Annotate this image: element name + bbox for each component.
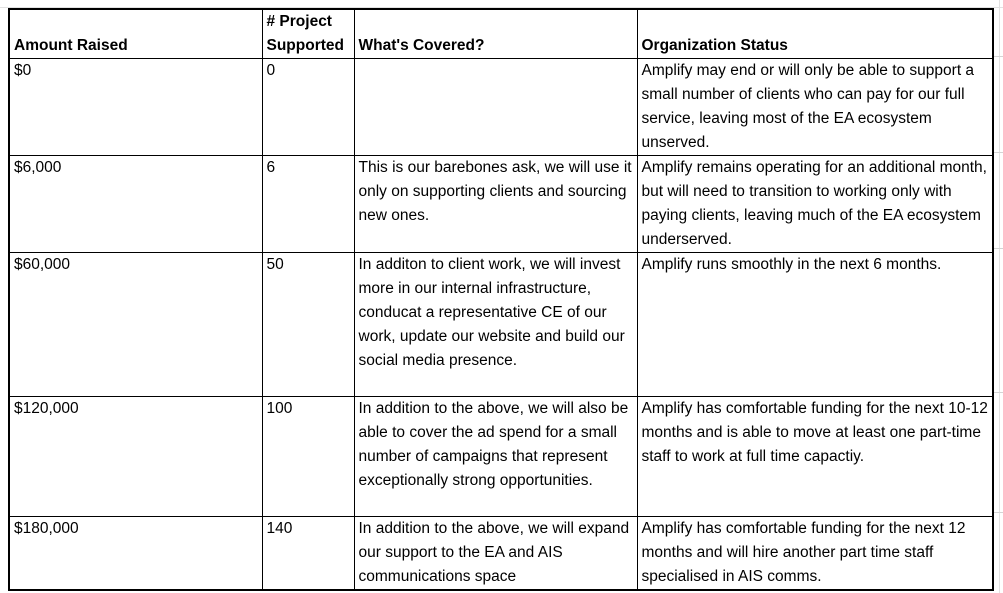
amount-cell[interactable]: $6,000 [9, 156, 262, 253]
funding-table [8, 8, 994, 591]
table-row [9, 156, 993, 253]
projects-cell[interactable]: 100 [262, 397, 354, 517]
projects-cell[interactable]: 50 [262, 253, 354, 397]
header-covered-label: What's Covered? [358, 37, 485, 54]
projects-cell[interactable]: 140 [262, 517, 354, 591]
header-covered-cell[interactable] [354, 9, 637, 59]
header-amount-label: Amount Raised [14, 37, 128, 54]
table-row [9, 253, 993, 397]
covered-cell[interactable] [354, 59, 637, 156]
projects-cell[interactable]: 0 [262, 59, 354, 156]
table-row [9, 517, 993, 591]
header-amount-cell[interactable] [9, 9, 262, 59]
table-row [9, 397, 993, 517]
header-projects-cell[interactable] [262, 9, 354, 59]
gridline [999, 0, 1000, 593]
header-row [9, 9, 993, 59]
amount-cell[interactable]: $0 [9, 59, 262, 156]
table-row [9, 59, 993, 156]
header-projects-label-line2: Supported [266, 37, 344, 54]
header-status-cell[interactable] [637, 9, 993, 59]
header-projects-label-line1: # Project [266, 13, 332, 30]
header-status-label: Organization Status [641, 37, 788, 54]
amount-cell[interactable]: $60,000 [9, 253, 262, 397]
covered-cell[interactable]: In addition to the above, we will expand our support to the EA and AIS communications space [354, 517, 637, 591]
covered-cell[interactable]: In additon to client work, we will invest more in our internal infrastructure, conducat a representative CE of our work, update our website and build our social media presence. [354, 253, 637, 397]
amount-cell[interactable]: $180,000 [9, 517, 262, 591]
status-cell[interactable]: Amplify has comfortable funding for the next 10-12 months and is able to move at least one part-time staff to work at full time capactiy. [637, 397, 993, 517]
amount-cell[interactable]: $120,000 [9, 397, 262, 517]
covered-cell[interactable]: In addition to the above, we will also be able to cover the ad spend for a small number of campaigns that represent exceptionally strong opportunities. [354, 397, 637, 517]
status-cell[interactable]: Amplify has comfortable funding for the next 12 months and will hire another part time staff specialised in AIS comms. [637, 517, 993, 591]
status-cell[interactable]: Amplify may end or will only be able to support a small number of clients who can pay for our full service, leaving most of the EA ecosystem unserved. [637, 59, 993, 156]
covered-cell[interactable]: This is our barebones ask, we will use it only on supporting clients and sourcing new ones. [354, 156, 637, 253]
status-cell[interactable]: Amplify remains operating for an additional month, but will need to transition to working only with paying clients, leaving much of the EA ecosystem underserved. [637, 156, 993, 253]
projects-cell[interactable]: 6 [262, 156, 354, 253]
status-cell[interactable]: Amplify runs smoothly in the next 6 months. [637, 253, 993, 397]
